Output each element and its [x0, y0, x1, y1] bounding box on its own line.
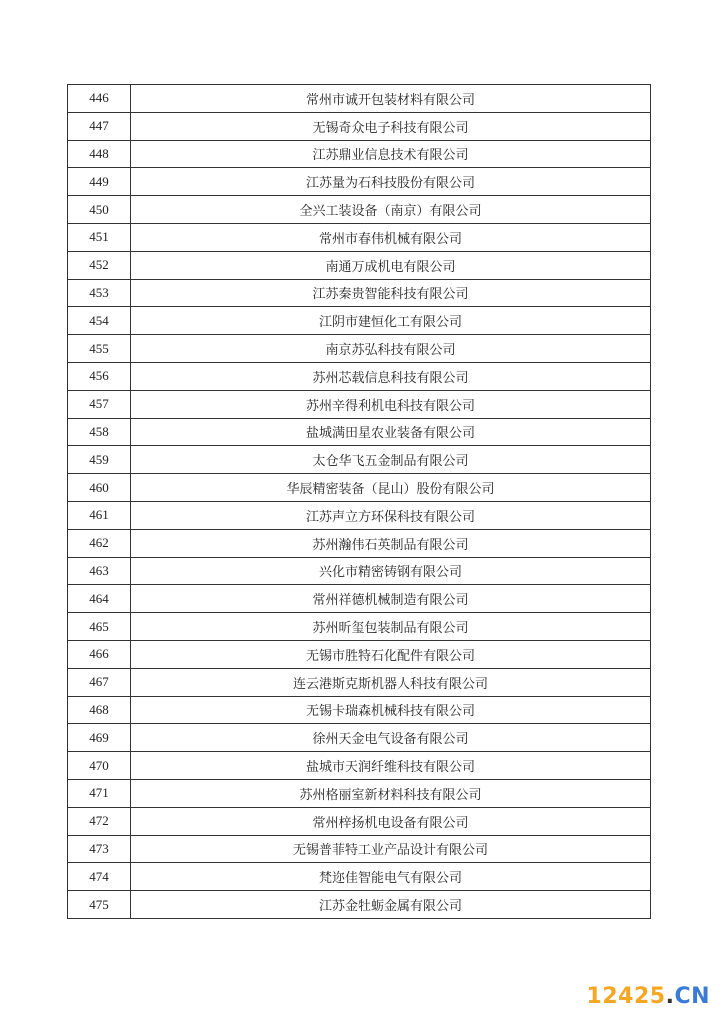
row-number: 465 [68, 613, 131, 641]
row-number: 474 [68, 863, 131, 891]
row-number: 453 [68, 279, 131, 307]
row-number: 470 [68, 752, 131, 780]
table-row [68, 529, 651, 557]
table-row [68, 501, 651, 529]
company-name: 无锡奇众电子科技有限公司 [131, 112, 651, 140]
table-row [68, 752, 651, 780]
row-number: 456 [68, 362, 131, 390]
row-number: 464 [68, 585, 131, 613]
company-name: 盐城满田星农业装备有限公司 [131, 418, 651, 446]
company-name: 苏州格丽室新材料科技有限公司 [131, 779, 651, 807]
table-row [68, 474, 651, 502]
company-name: 苏州辛得利机电科技有限公司 [131, 390, 651, 418]
company-name: 苏州瀚伟石英制品有限公司 [131, 529, 651, 557]
table-row [68, 307, 651, 335]
row-number: 446 [68, 85, 131, 113]
watermark-number: 12425 [586, 984, 666, 1009]
company-name: 华辰精密装备（昆山）股份有限公司 [131, 474, 651, 502]
table-row [68, 223, 651, 251]
row-number: 466 [68, 640, 131, 668]
table-row [68, 585, 651, 613]
table-row [68, 613, 651, 641]
row-number: 462 [68, 529, 131, 557]
company-name: 连云港斯克斯机器人科技有限公司 [131, 668, 651, 696]
company-name: 无锡普菲特工业产品设计有限公司 [131, 835, 651, 863]
table-row [68, 557, 651, 585]
table-row [68, 168, 651, 196]
company-name: 太仓华飞五金制品有限公司 [131, 446, 651, 474]
table-row [68, 779, 651, 807]
table-row [68, 696, 651, 724]
row-number: 455 [68, 335, 131, 363]
table-row [68, 418, 651, 446]
table-row [68, 279, 651, 307]
company-name: 江苏声立方环保科技有限公司 [131, 501, 651, 529]
row-number: 467 [68, 668, 131, 696]
company-name: 无锡市胜特石化配件有限公司 [131, 640, 651, 668]
company-name: 全兴工装设备（南京）有限公司 [131, 196, 651, 224]
row-number: 471 [68, 779, 131, 807]
company-name: 江苏量为石科技股份有限公司 [131, 168, 651, 196]
company-name: 江苏金牡蛎金属有限公司 [131, 891, 651, 919]
row-number: 461 [68, 501, 131, 529]
company-name: 江苏鼎业信息技术有限公司 [131, 140, 651, 168]
row-number: 449 [68, 168, 131, 196]
company-name: 兴化市精密铸钢有限公司 [131, 557, 651, 585]
company-name: 常州市诚开包装材料有限公司 [131, 85, 651, 113]
company-name: 徐州天金电气设备有限公司 [131, 724, 651, 752]
company-name: 常州市春伟机械有限公司 [131, 223, 651, 251]
row-number: 468 [68, 696, 131, 724]
row-number: 475 [68, 891, 131, 919]
company-name: 南京苏弘科技有限公司 [131, 335, 651, 363]
company-name: 常州梓扬机电设备有限公司 [131, 807, 651, 835]
company-name: 江苏秦贵智能科技有限公司 [131, 279, 651, 307]
company-name: 梵迩佳智能电气有限公司 [131, 863, 651, 891]
company-name: 苏州昕玺包装制品有限公司 [131, 613, 651, 641]
company-table [67, 84, 651, 919]
row-number: 463 [68, 557, 131, 585]
row-number: 459 [68, 446, 131, 474]
table-row [68, 807, 651, 835]
table-row [68, 863, 651, 891]
watermark-domain: CN [674, 984, 710, 1009]
table-row [68, 640, 651, 668]
company-name: 江阴市建恒化工有限公司 [131, 307, 651, 335]
table-row [68, 112, 651, 140]
row-number: 451 [68, 223, 131, 251]
table-row [68, 668, 651, 696]
row-number: 447 [68, 112, 131, 140]
row-number: 452 [68, 251, 131, 279]
company-name: 常州祥德机械制造有限公司 [131, 585, 651, 613]
table-row [68, 891, 651, 919]
row-number: 454 [68, 307, 131, 335]
row-number: 448 [68, 140, 131, 168]
company-name: 苏州芯载信息科技有限公司 [131, 362, 651, 390]
company-name: 南通万成机电有限公司 [131, 251, 651, 279]
table-row [68, 140, 651, 168]
table-row [68, 446, 651, 474]
site-watermark-logo [587, 984, 710, 1009]
table-row [68, 85, 651, 113]
row-number: 473 [68, 835, 131, 863]
row-number: 472 [68, 807, 131, 835]
table-row [68, 835, 651, 863]
row-number: 469 [68, 724, 131, 752]
table-row [68, 362, 651, 390]
table-row [68, 196, 651, 224]
row-number: 460 [68, 474, 131, 502]
row-number: 458 [68, 418, 131, 446]
row-number: 457 [68, 390, 131, 418]
company-name: 无锡卡瑞森机械科技有限公司 [131, 696, 651, 724]
table-row [68, 724, 651, 752]
watermark-dot: . [665, 984, 675, 1009]
company-name: 盐城市天润纤维科技有限公司 [131, 752, 651, 780]
table-row [68, 335, 651, 363]
table-row [68, 251, 651, 279]
row-number: 450 [68, 196, 131, 224]
table-row [68, 390, 651, 418]
